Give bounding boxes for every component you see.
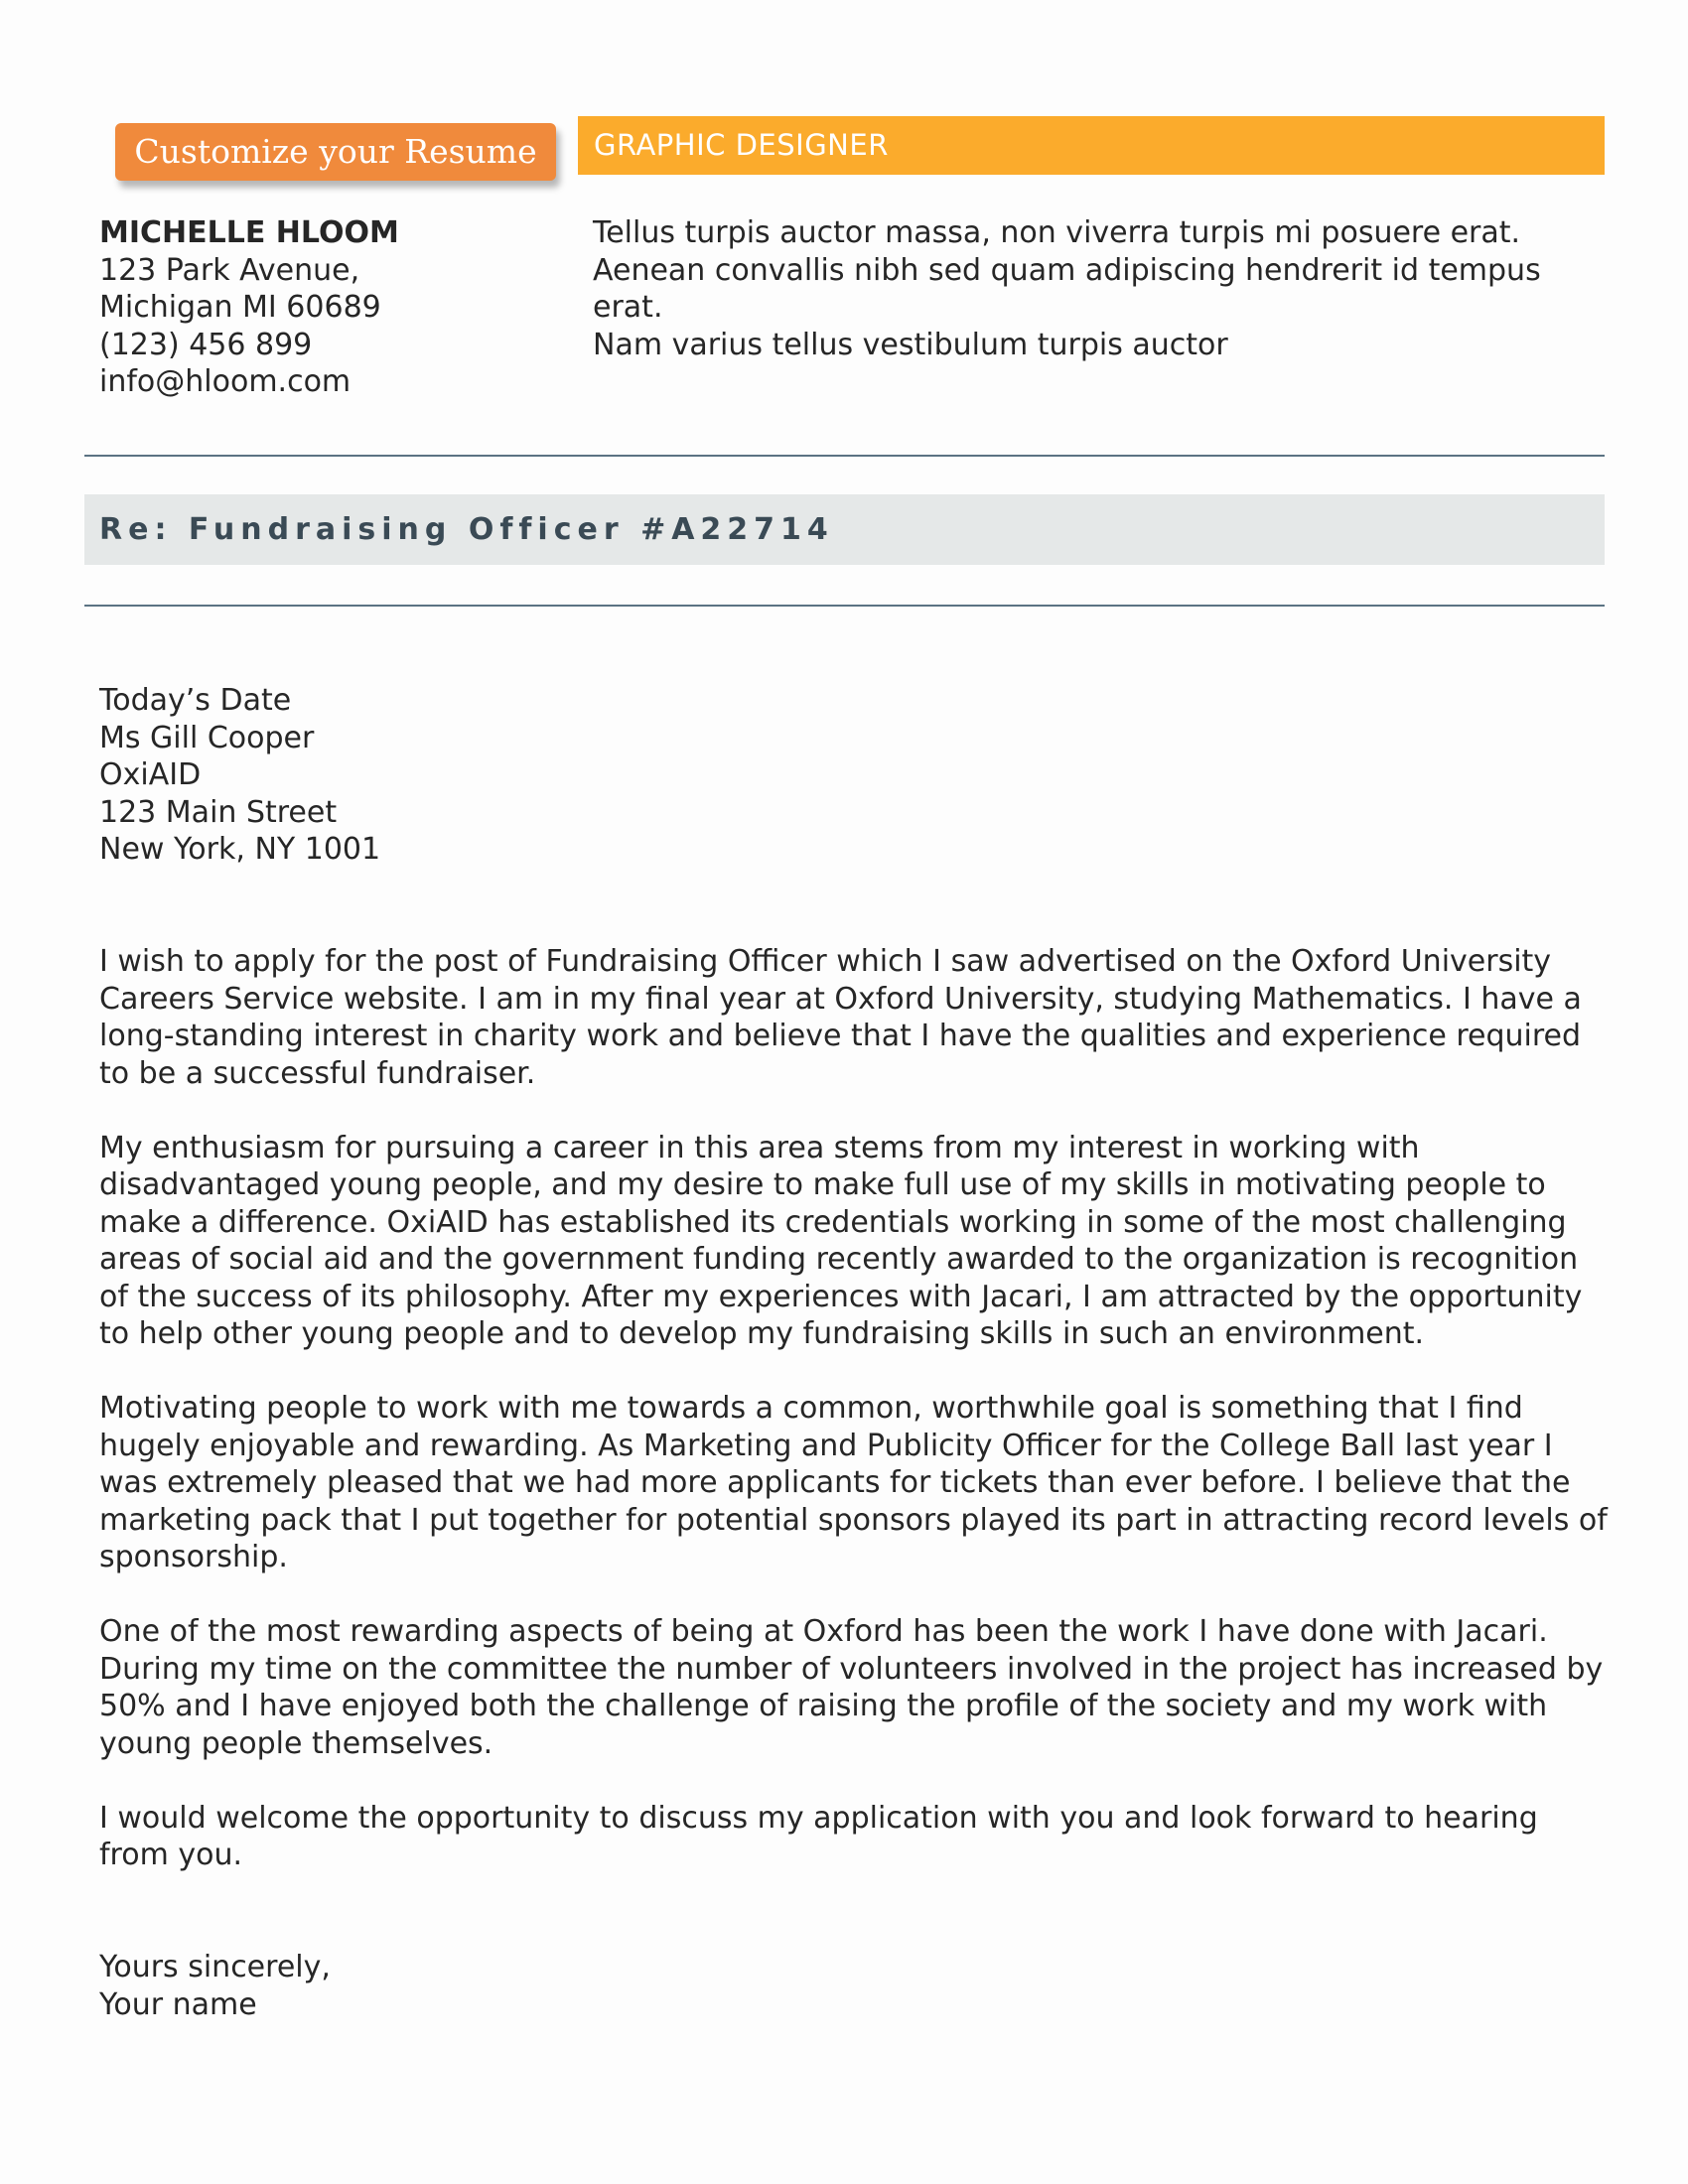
body-paragraph: I would welcome the opportunity to discuss my application with you and look forward to hearing from you. [99, 1800, 1538, 1872]
body-paragraph: My enthusiasm for pursuing a career in this area stems from my interest in working with disadvantaged young people, and my desire to make full use of my skills in motivating people to make a difference. OxiAID has established its credentials working in some of the most challenging areas of social aid and the government funding recently awarded to the organization is recognition of the success of its philosophy. After my experiences with Jacari, I am attracted by the opportunity to help other young people and to develop my fundraising skills in such an environment. [99, 1130, 1583, 1351]
email: info@hloom.com [99, 364, 352, 399]
job-title-banner [578, 116, 1605, 175]
reference-line: Re: Fundraising Officer #A22714 [99, 512, 834, 547]
address-line-1: 123 Park Avenue, [99, 252, 360, 288]
summary-line-2: Aenean convallis nibh sed quam adipiscing hendrerit id tempus erat. [593, 252, 1541, 325]
recipient-name: Ms Gill Cooper [99, 720, 315, 755]
body-paragraph: One of the most rewarding aspects of being at Oxford has been the work I have done with Jacari. During my time on the committee the number of volunteers involved in the project has increased by 50% and I have enjoyed both the challenge of raising the profile of the society and my work with young people themselves. [99, 1614, 1604, 1761]
applicant-name: MICHELLE HLOOM [99, 215, 399, 250]
divider-top [84, 455, 1605, 457]
recipient-block [99, 682, 380, 869]
salutation: Yours sincerely, [99, 1950, 331, 1984]
recipient-street: 123 Main Street [99, 794, 338, 830]
phone: (123) 456 899 [99, 327, 313, 362]
contact-block [99, 214, 556, 401]
address-line-2: Michigan MI 60689 [99, 290, 381, 325]
recipient-company: OxiAID [99, 757, 202, 792]
summary-line-1: Tellus turpis auctor massa, non viverra turpis mi posuere erat. [593, 215, 1521, 250]
customize-resume-button[interactable]: Customize your Resume [115, 123, 556, 181]
summary-line-3: Nam varius tellus vestibulum turpis auctor [593, 327, 1228, 362]
signature: Your name [99, 1986, 257, 2022]
letter-date: Today’s Date [99, 683, 292, 718]
body-paragraph: I wish to apply for the post of Fundraising Officer which I saw advertised on the Oxford University Careers Service website. I am in my final year at Oxford University, studying Mathematics. I have a long-standing interest in charity work and believe that I have the qualities and experience required to be a successful fundraiser. [99, 944, 1582, 1091]
letter-body [99, 943, 1609, 1911]
closing-block [99, 1949, 331, 2023]
job-title: GRAPHIC DESIGNER [594, 128, 889, 162]
reference-banner [84, 494, 1605, 565]
body-paragraph: Motivating people to work with me towards a common, worthwhile goal is something that I find hugely enjoyable and rewarding. As Marketing and Publicity Officer for the College Ball last year I was extremely pleased that we had more applicants for tickets than ever before. I believe that the marketing pack that I put together for potential sponsors played its part in attracting record levels of sponsorship. [99, 1391, 1608, 1574]
recipient-city: New York, NY 1001 [99, 832, 381, 867]
summary-block [593, 214, 1596, 363]
divider-bottom [84, 605, 1605, 607]
